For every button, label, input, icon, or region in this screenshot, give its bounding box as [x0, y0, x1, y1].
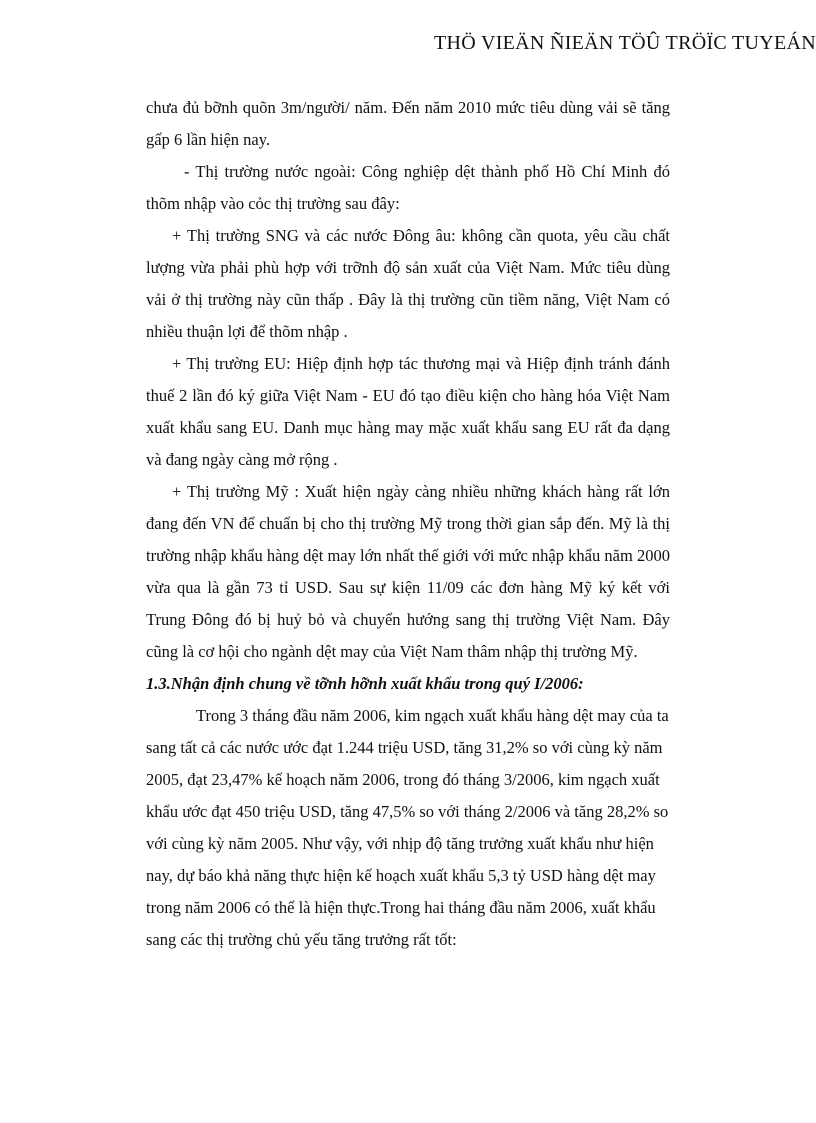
page-header-title: THÖ VIEÄN ÑIEÄN TÖÛ TRÖÏC TUYEÁN: [434, 32, 816, 54]
document-body: [146, 92, 670, 956]
section-heading: 1.3.Nhận định chung về tỡnh hỡnh xuất khẩu trong quý I/2006:: [146, 674, 584, 693]
paragraph-domestic-consumption: chưa đủ bỡnh quõn 3m/người/ năm. Đến năm 2010 mức tiêu dùng vải sẽ tăng gấp 6 lần hiện nay.: [146, 98, 670, 149]
paragraph-eu-market: + Thị trường EU: Hiệp định hợp tác thương mại và Hiệp định tránh đánh thuế 2 lần đó ký giữa Việt Nam - EU đó tạo điều kiện cho hàng hóa Việt Nam xuất khẩu sang EU. Danh mục hàng may mặc xuất khẩu sang EU rất đa dạng và đang ngày càng mở rộng .: [146, 354, 670, 469]
paragraph-sng-market: + Thị trường SNG và các nước Đông âu: không cần quota, yêu cầu chất lượng vừa phải phù hợp với trỡnh độ sản xuất của Việt Nam. Mức tiêu dùng vải ở thị trường này cũn thấp . Đây là thị trường cũn tiềm năng, Việt Nam có nhiều thuận lợi để thõm nhập .: [146, 226, 670, 341]
paragraph-q1-2006-export: Trong 3 tháng đầu năm 2006, kim ngạch xuất khẩu hàng dệt may của ta sang tất cả các nước ước đạt 1.244 triệu USD, tăng 31,2% so với cùng kỳ năm 2005, đạt 23,47% kế hoạch năm 2006, trong đó tháng 3/2006, kim ngạch xuất khẩu ước đạt 450 triệu USD, tăng 47,5% so với tháng 2/2006 và tăng 28,2% so với cùng kỳ năm 2005. Như vậy, với nhịp độ tăng trưởng xuất khẩu như hiện nay, dự báo khả năng thực hiện kế hoạch xuất khẩu 5,3 tỷ USD hàng dệt may trong năm 2006 có thể là hiện thực.Trong hai tháng đầu năm 2006, xuất khẩu sang các thị trường chủ yếu tăng trưởng rất tốt:: [146, 706, 669, 949]
paragraph-us-market: + Thị trường Mỹ : Xuất hiện ngày càng nhiều những khách hàng rất lớn đang đến VN để chuẩn bị cho thị trường Mỹ trong thời gian sắp đến. Mỹ là thị trường nhập khẩu hàng dệt may lớn nhất thế giới với mức nhập khẩu năm 2000 vừa qua là gần 73 tỉ USD. Sau sự kiện 11/09 các đơn hàng Mỹ ký kết với Trung Đông đó bị huỷ bỏ và chuyển hướng sang thị trường Việt Nam. Đây cũng là cơ hội cho ngành dệt may của Việt Nam thâm nhập thị trường Mỹ.: [146, 482, 670, 661]
paragraph-foreign-markets: - Thị trường nước ngoài: Công nghiệp dệt thành phố Hồ Chí Minh đó thõm nhập vào cỏc thị trường sau đây:: [146, 162, 670, 213]
